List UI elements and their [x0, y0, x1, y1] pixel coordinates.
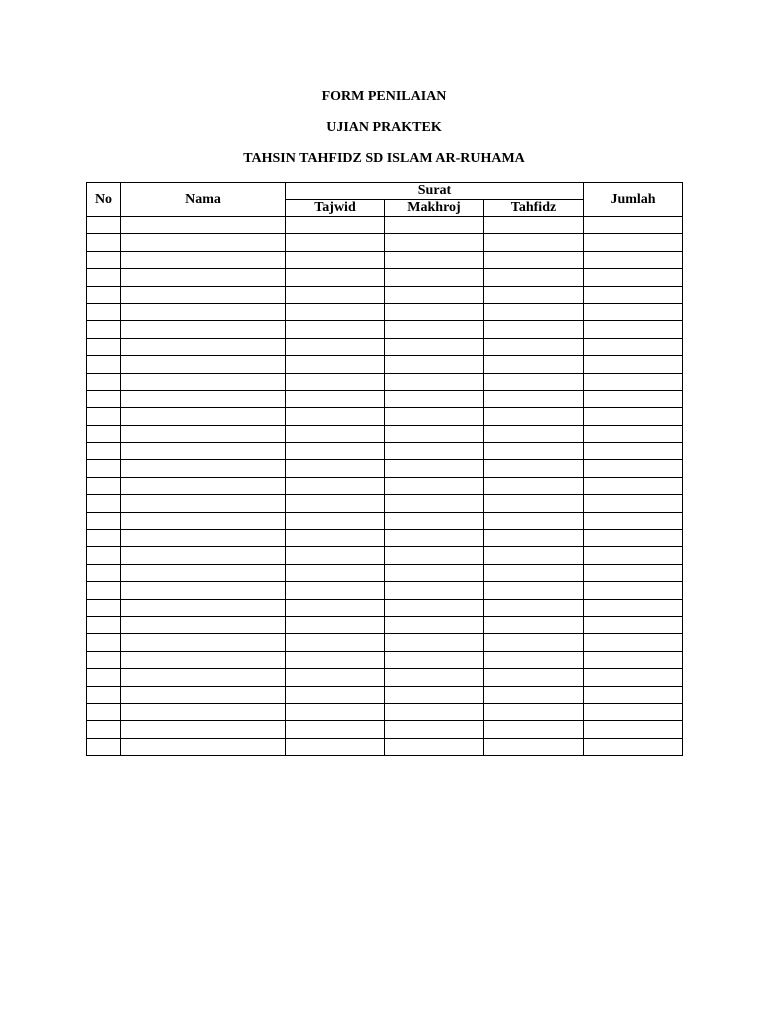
- table-row: [87, 512, 683, 529]
- table-row: [87, 669, 683, 686]
- cell-tajwid: [286, 338, 385, 355]
- cell-jumlah: [584, 616, 683, 633]
- cell-nama: [121, 460, 286, 477]
- cell-tahfidz: [484, 721, 584, 738]
- cell-tahfidz: [484, 651, 584, 668]
- table-row: [87, 495, 683, 512]
- cell-tajwid: [286, 356, 385, 373]
- cell-no: [87, 460, 121, 477]
- form-title: FORM PENILAIAN: [321, 89, 447, 104]
- cell-jumlah: [584, 460, 683, 477]
- cell-tajwid: [286, 512, 385, 529]
- cell-tahfidz: [484, 234, 584, 251]
- cell-no: [87, 686, 121, 703]
- cell-nama: [121, 373, 286, 390]
- cell-makhroj: [385, 425, 484, 442]
- cell-jumlah: [584, 582, 683, 599]
- cell-tajwid: [286, 582, 385, 599]
- cell-no: [87, 217, 121, 234]
- cell-jumlah: [584, 721, 683, 738]
- cell-tajwid: [286, 721, 385, 738]
- cell-jumlah: [584, 669, 683, 686]
- cell-tahfidz: [484, 669, 584, 686]
- cell-makhroj: [385, 303, 484, 320]
- cell-makhroj: [385, 477, 484, 494]
- cell-makhroj: [385, 373, 484, 390]
- cell-makhroj: [385, 390, 484, 407]
- cell-jumlah: [584, 338, 683, 355]
- header-no: No: [87, 183, 121, 217]
- header-tajwid: Tajwid: [286, 200, 385, 217]
- cell-nama: [121, 356, 286, 373]
- cell-tahfidz: [484, 495, 584, 512]
- cell-tajwid: [286, 599, 385, 616]
- cell-no: [87, 321, 121, 338]
- cell-nama: [121, 738, 286, 755]
- cell-jumlah: [584, 477, 683, 494]
- table-row: [87, 703, 683, 720]
- cell-tahfidz: [484, 217, 584, 234]
- cell-makhroj: [385, 530, 484, 547]
- cell-no: [87, 634, 121, 651]
- cell-jumlah: [584, 373, 683, 390]
- cell-no: [87, 547, 121, 564]
- cell-makhroj: [385, 582, 484, 599]
- cell-tahfidz: [484, 512, 584, 529]
- cell-tajwid: [286, 460, 385, 477]
- cell-no: [87, 338, 121, 355]
- table-row: [87, 599, 683, 616]
- header-surat-group: Surat: [286, 183, 584, 200]
- cell-makhroj: [385, 738, 484, 755]
- cell-makhroj: [385, 234, 484, 251]
- cell-no: [87, 582, 121, 599]
- cell-tajwid: [286, 530, 385, 547]
- cell-tajwid: [286, 738, 385, 755]
- cell-no: [87, 425, 121, 442]
- cell-makhroj: [385, 721, 484, 738]
- cell-jumlah: [584, 512, 683, 529]
- cell-tahfidz: [484, 390, 584, 407]
- cell-tajwid: [286, 651, 385, 668]
- cell-nama: [121, 703, 286, 720]
- cell-jumlah: [584, 217, 683, 234]
- cell-tajwid: [286, 303, 385, 320]
- cell-no: [87, 564, 121, 581]
- cell-tajwid: [286, 269, 385, 286]
- table-row: [87, 390, 683, 407]
- cell-makhroj: [385, 616, 484, 633]
- cell-no: [87, 721, 121, 738]
- cell-jumlah: [584, 703, 683, 720]
- cell-jumlah: [584, 634, 683, 651]
- cell-no: [87, 390, 121, 407]
- table-row: [87, 286, 683, 303]
- cell-jumlah: [584, 495, 683, 512]
- form-school-title: TAHSIN TAHFIDZ SD ISLAM AR-RUHAMA: [243, 151, 525, 166]
- cell-makhroj: [385, 686, 484, 703]
- cell-makhroj: [385, 321, 484, 338]
- table-body: [87, 217, 683, 756]
- cell-jumlah: [584, 738, 683, 755]
- cell-no: [87, 286, 121, 303]
- cell-no: [87, 408, 121, 425]
- cell-makhroj: [385, 703, 484, 720]
- table-row: [87, 443, 683, 460]
- cell-nama: [121, 495, 286, 512]
- cell-makhroj: [385, 669, 484, 686]
- table-row: [87, 425, 683, 442]
- cell-nama: [121, 530, 286, 547]
- cell-jumlah: [584, 356, 683, 373]
- cell-tajwid: [286, 234, 385, 251]
- cell-no: [87, 269, 121, 286]
- table-row: [87, 547, 683, 564]
- cell-makhroj: [385, 269, 484, 286]
- header-tahfidz: Tahfidz: [484, 200, 584, 217]
- cell-nama: [121, 564, 286, 581]
- cell-no: [87, 530, 121, 547]
- cell-nama: [121, 686, 286, 703]
- cell-tahfidz: [484, 616, 584, 633]
- cell-jumlah: [584, 269, 683, 286]
- cell-tajwid: [286, 669, 385, 686]
- cell-jumlah: [584, 530, 683, 547]
- cell-tahfidz: [484, 564, 584, 581]
- cell-tajwid: [286, 703, 385, 720]
- cell-nama: [121, 477, 286, 494]
- cell-jumlah: [584, 425, 683, 442]
- cell-tahfidz: [484, 460, 584, 477]
- table-row: [87, 651, 683, 668]
- cell-no: [87, 356, 121, 373]
- table-row: [87, 582, 683, 599]
- cell-tajwid: [286, 321, 385, 338]
- cell-tahfidz: [484, 251, 584, 268]
- table-row: [87, 303, 683, 320]
- cell-nama: [121, 512, 286, 529]
- cell-makhroj: [385, 564, 484, 581]
- cell-nama: [121, 443, 286, 460]
- table-row: [87, 408, 683, 425]
- cell-jumlah: [584, 321, 683, 338]
- cell-tajwid: [286, 616, 385, 633]
- cell-tahfidz: [484, 303, 584, 320]
- cell-nama: [121, 634, 286, 651]
- cell-nama: [121, 582, 286, 599]
- cell-no: [87, 303, 121, 320]
- table-row: [87, 686, 683, 703]
- cell-tajwid: [286, 390, 385, 407]
- cell-tahfidz: [484, 599, 584, 616]
- cell-tajwid: [286, 686, 385, 703]
- cell-nama: [121, 547, 286, 564]
- cell-tahfidz: [484, 582, 584, 599]
- table-row: [87, 338, 683, 355]
- header-jumlah: Jumlah: [584, 183, 683, 217]
- table-row: [87, 321, 683, 338]
- cell-makhroj: [385, 634, 484, 651]
- cell-makhroj: [385, 356, 484, 373]
- cell-tajwid: [286, 634, 385, 651]
- cell-tahfidz: [484, 686, 584, 703]
- table-row: [87, 373, 683, 390]
- cell-nama: [121, 269, 286, 286]
- table-row: [87, 564, 683, 581]
- cell-nama: [121, 669, 286, 686]
- cell-tajwid: [286, 477, 385, 494]
- cell-makhroj: [385, 286, 484, 303]
- cell-tahfidz: [484, 738, 584, 755]
- cell-no: [87, 703, 121, 720]
- table-row: [87, 738, 683, 755]
- table-row: [87, 477, 683, 494]
- table-header: [87, 183, 683, 217]
- cell-makhroj: [385, 495, 484, 512]
- cell-tahfidz: [484, 425, 584, 442]
- cell-no: [87, 443, 121, 460]
- cell-tajwid: [286, 547, 385, 564]
- cell-jumlah: [584, 599, 683, 616]
- cell-tajwid: [286, 373, 385, 390]
- cell-tahfidz: [484, 286, 584, 303]
- cell-no: [87, 512, 121, 529]
- table-row: [87, 634, 683, 651]
- cell-makhroj: [385, 408, 484, 425]
- cell-tajwid: [286, 217, 385, 234]
- cell-jumlah: [584, 234, 683, 251]
- cell-tajwid: [286, 425, 385, 442]
- table-row: [87, 616, 683, 633]
- table-row: [87, 530, 683, 547]
- cell-nama: [121, 303, 286, 320]
- cell-no: [87, 616, 121, 633]
- cell-tahfidz: [484, 530, 584, 547]
- cell-nama: [121, 408, 286, 425]
- cell-tahfidz: [484, 321, 584, 338]
- cell-nama: [121, 599, 286, 616]
- cell-no: [87, 251, 121, 268]
- cell-jumlah: [584, 251, 683, 268]
- cell-tajwid: [286, 495, 385, 512]
- cell-no: [87, 477, 121, 494]
- cell-jumlah: [584, 408, 683, 425]
- cell-tajwid: [286, 408, 385, 425]
- cell-makhroj: [385, 547, 484, 564]
- cell-tahfidz: [484, 338, 584, 355]
- form-subtitle: UJIAN PRAKTEK: [326, 120, 442, 135]
- table-row: [87, 356, 683, 373]
- cell-jumlah: [584, 303, 683, 320]
- cell-makhroj: [385, 599, 484, 616]
- cell-nama: [121, 721, 286, 738]
- cell-nama: [121, 425, 286, 442]
- cell-makhroj: [385, 217, 484, 234]
- cell-no: [87, 373, 121, 390]
- cell-nama: [121, 217, 286, 234]
- assessment-table: [86, 182, 683, 756]
- table-row: [87, 269, 683, 286]
- cell-nama: [121, 616, 286, 633]
- cell-nama: [121, 338, 286, 355]
- cell-makhroj: [385, 251, 484, 268]
- cell-no: [87, 738, 121, 755]
- cell-tajwid: [286, 286, 385, 303]
- cell-nama: [121, 286, 286, 303]
- cell-makhroj: [385, 651, 484, 668]
- cell-tahfidz: [484, 443, 584, 460]
- cell-makhroj: [385, 512, 484, 529]
- cell-tahfidz: [484, 269, 584, 286]
- cell-tahfidz: [484, 477, 584, 494]
- table-row: [87, 217, 683, 234]
- cell-no: [87, 669, 121, 686]
- cell-jumlah: [584, 286, 683, 303]
- cell-tajwid: [286, 564, 385, 581]
- header-nama: Nama: [121, 183, 286, 217]
- cell-tajwid: [286, 251, 385, 268]
- cell-no: [87, 234, 121, 251]
- cell-nama: [121, 651, 286, 668]
- cell-jumlah: [584, 564, 683, 581]
- header-makhroj: Makhroj: [385, 200, 484, 217]
- cell-jumlah: [584, 686, 683, 703]
- cell-nama: [121, 234, 286, 251]
- table-row: [87, 251, 683, 268]
- cell-nama: [121, 321, 286, 338]
- cell-jumlah: [584, 547, 683, 564]
- cell-tahfidz: [484, 373, 584, 390]
- cell-tahfidz: [484, 703, 584, 720]
- cell-no: [87, 599, 121, 616]
- cell-nama: [121, 251, 286, 268]
- cell-jumlah: [584, 390, 683, 407]
- cell-jumlah: [584, 443, 683, 460]
- cell-jumlah: [584, 651, 683, 668]
- table-row: [87, 234, 683, 251]
- cell-tahfidz: [484, 634, 584, 651]
- cell-makhroj: [385, 443, 484, 460]
- cell-tahfidz: [484, 547, 584, 564]
- table-row: [87, 460, 683, 477]
- cell-makhroj: [385, 460, 484, 477]
- cell-tajwid: [286, 443, 385, 460]
- cell-makhroj: [385, 338, 484, 355]
- cell-tahfidz: [484, 408, 584, 425]
- cell-no: [87, 651, 121, 668]
- cell-no: [87, 495, 121, 512]
- cell-tahfidz: [484, 356, 584, 373]
- table-row: [87, 721, 683, 738]
- cell-nama: [121, 390, 286, 407]
